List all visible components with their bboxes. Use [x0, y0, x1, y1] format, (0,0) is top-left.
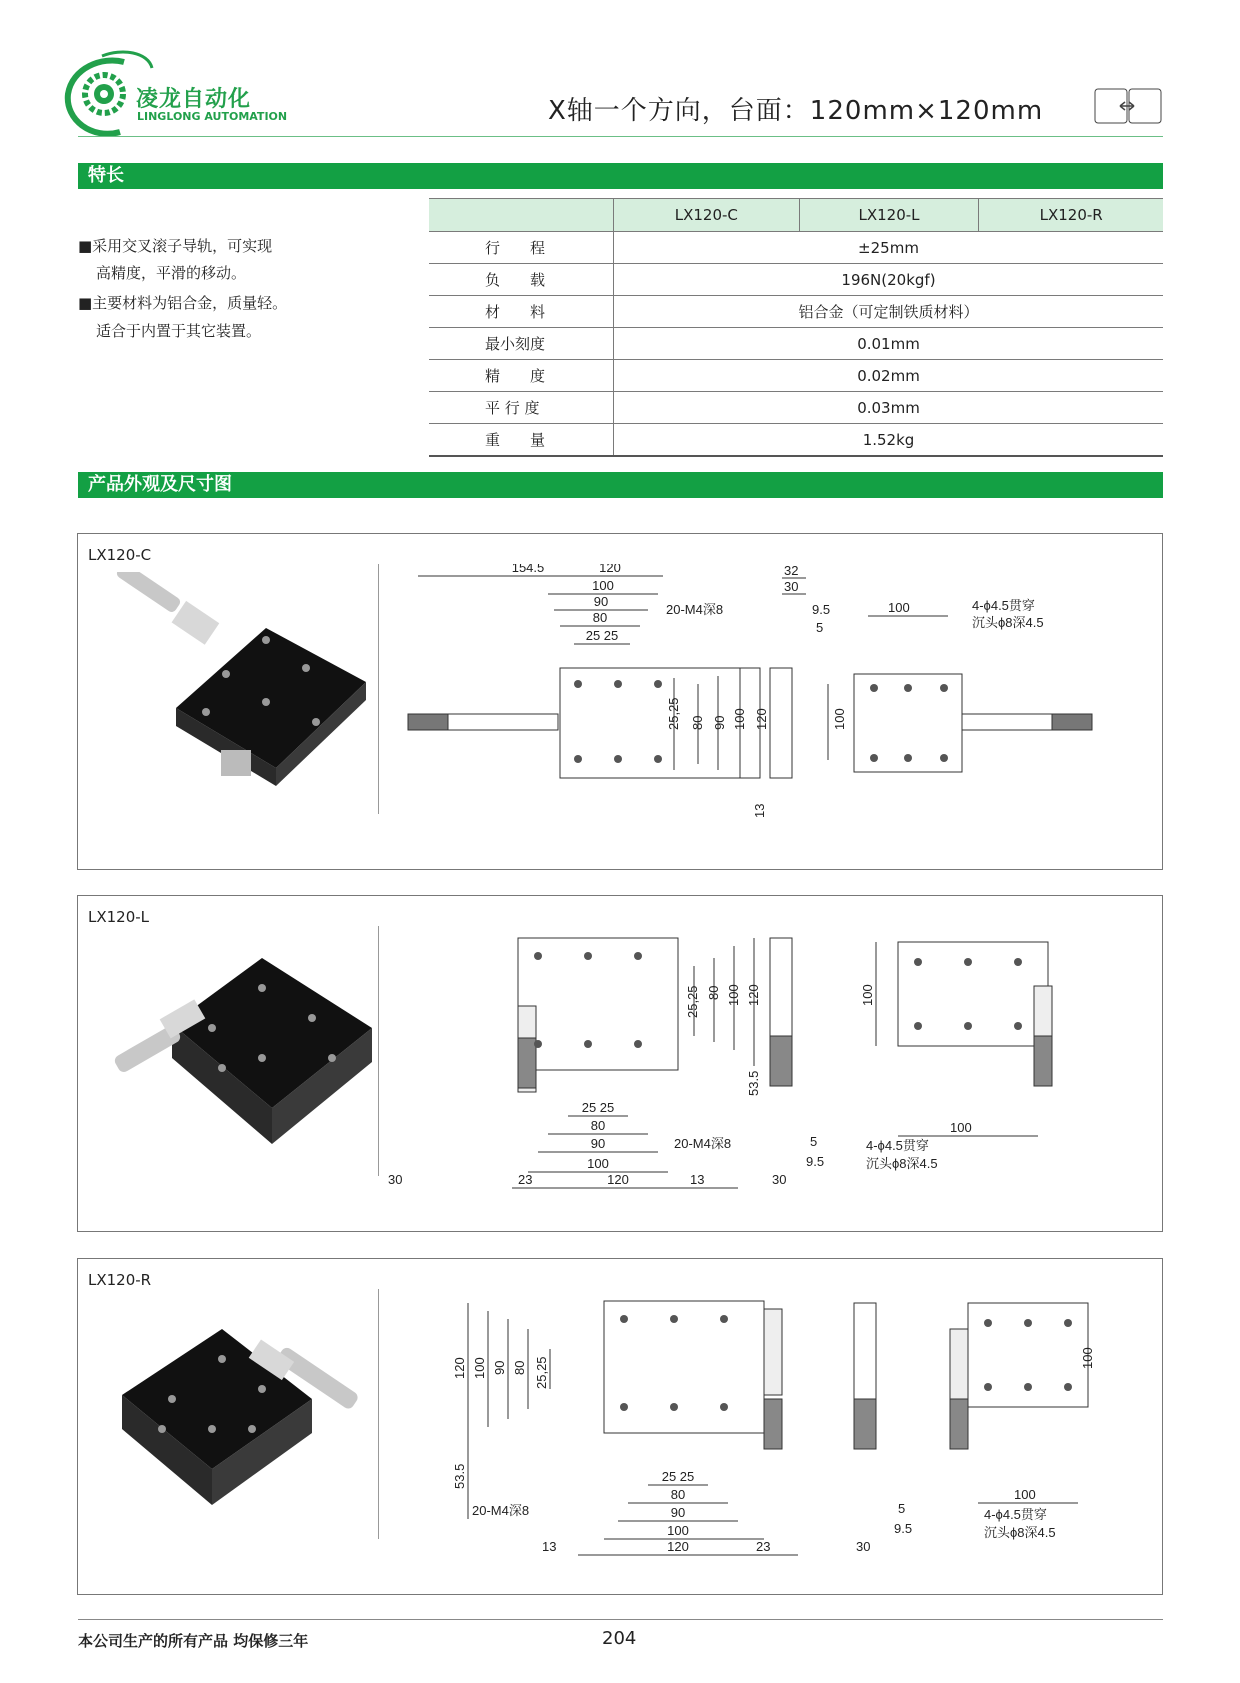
- panel-model-label: LX120-L: [88, 908, 150, 926]
- dim-label: 100: [832, 708, 847, 730]
- dim-label: 4-ϕ4.5贯穿: [972, 598, 1035, 613]
- dim-label: 100: [472, 1357, 487, 1379]
- dimension-drawing-lx120-r: [378, 1289, 1098, 1579]
- spec-label: 材 料: [429, 296, 614, 328]
- spec-value: 铝合金（可定制铁质材料）: [614, 296, 1164, 328]
- spec-label: 精 度: [429, 360, 614, 392]
- spec-row: [429, 296, 1163, 328]
- spec-label: 最小刻度: [429, 328, 614, 360]
- dim-label: 4-ϕ4.5贯穿: [866, 1138, 929, 1153]
- dim-label: 120: [754, 708, 769, 730]
- direction-icon: [1094, 88, 1162, 124]
- spec-row: [429, 392, 1163, 424]
- dim-label: 30: [772, 1172, 787, 1187]
- dim-label: 23: [518, 1172, 533, 1187]
- panel-model-label: LX120-C: [88, 546, 152, 564]
- dim-label: 120: [599, 564, 621, 575]
- dim-label: 25,25: [534, 1356, 549, 1389]
- dim-label: 120: [607, 1172, 629, 1187]
- dim-label: 5: [816, 620, 824, 635]
- section-features-title: 特长: [78, 163, 1163, 189]
- dim-label: 100: [592, 578, 614, 593]
- dim-label: 5: [898, 1501, 906, 1516]
- dim-label: 5: [810, 1134, 818, 1149]
- dim-label: 30: [856, 1539, 871, 1554]
- dim-label: 100: [732, 708, 747, 730]
- dim-label: 20-M4深8: [674, 1136, 732, 1151]
- dim-label: 80: [706, 985, 721, 1000]
- spec-row: [429, 264, 1163, 296]
- header-divider: [78, 136, 1163, 137]
- page-title: X轴一个方向，台面：120mm×120mm: [548, 96, 1044, 126]
- dim-label: 100: [726, 984, 741, 1006]
- dim-label: 100: [950, 1120, 972, 1135]
- dim-label: 23: [756, 1539, 771, 1554]
- dim-label: 120: [667, 1539, 689, 1554]
- spec-value: 0.03mm: [614, 392, 1164, 424]
- logo-chinese-name: 凌龙自动化: [136, 87, 252, 112]
- dim-label: 100: [1014, 1487, 1036, 1502]
- product-panel-lx120-r: [77, 1258, 1163, 1595]
- dim-label: 32: [784, 564, 799, 578]
- dim-label: 20-M4深8: [666, 602, 724, 617]
- spec-row: [429, 424, 1163, 457]
- spec-header-blank: [429, 199, 614, 232]
- dim-label: 沉头ϕ8深4.5: [972, 615, 1044, 630]
- dim-label: 100: [667, 1523, 689, 1538]
- dimension-drawing-lx120-l: [378, 926, 1098, 1216]
- feature-line: ■采用交叉滚子导轨，可实现: [78, 237, 273, 255]
- panel-model-label: LX120-R: [88, 1271, 152, 1289]
- dim-label: 120: [452, 1357, 467, 1379]
- dim-label: 100: [860, 984, 875, 1006]
- spec-label: 平 行 度: [429, 392, 614, 424]
- spec-value: 0.02mm: [614, 360, 1164, 392]
- spec-model-header: LX120-R: [979, 199, 1163, 232]
- spec-label: 行 程: [429, 232, 614, 264]
- dim-label: 80: [690, 715, 705, 730]
- dim-label: 25 25: [585, 628, 619, 643]
- dim-label: 100: [587, 1156, 609, 1171]
- feature-line: 高精度，平滑的移动。: [96, 264, 247, 282]
- dim-label: 100: [1080, 1347, 1095, 1369]
- dim-label: 25 25: [661, 1469, 695, 1484]
- dim-label: 80: [592, 610, 608, 625]
- dim-label: 80: [512, 1360, 527, 1375]
- dim-label: 13: [752, 803, 767, 818]
- dim-label: 9.5: [806, 1154, 825, 1169]
- footer-divider: [78, 1619, 1163, 1620]
- dim-label: 53.5: [452, 1463, 467, 1489]
- product-photo-lx120-l: [102, 948, 402, 1208]
- product-panel-lx120-l: [77, 895, 1163, 1232]
- spec-value: 1.52kg: [614, 424, 1164, 457]
- product-panel-lx120-c: [77, 533, 1163, 870]
- page-number: 204: [602, 1628, 637, 1649]
- dim-label: 90: [590, 1136, 606, 1151]
- dimension-drawing-lx120-c: [378, 564, 1098, 854]
- spec-label: 重 量: [429, 424, 614, 457]
- dim-label: 120: [746, 984, 761, 1006]
- dim-label: 13: [690, 1172, 705, 1187]
- dim-label: 80: [670, 1487, 686, 1502]
- spec-value: 0.01mm: [614, 328, 1164, 360]
- dim-label: 9.5: [812, 602, 831, 617]
- dim-label: 25,25: [685, 985, 700, 1018]
- dim-label: 4-ϕ4.5贯穿: [984, 1507, 1047, 1522]
- section-drawings-title: 产品外观及尺寸图: [78, 472, 1163, 498]
- spec-model-header: LX120-L: [799, 199, 979, 232]
- spec-row: [429, 328, 1163, 360]
- dim-label: 沉头ϕ8深4.5: [984, 1525, 1056, 1540]
- feature-line: ■主要材料为铝合金，质量轻。: [78, 294, 288, 312]
- product-photo-lx120-c: [106, 572, 406, 832]
- spec-row: [429, 232, 1163, 264]
- spec-header-row: [429, 199, 1163, 232]
- dim-label: 25,25: [666, 697, 681, 730]
- spec-value: 196N(20kgf): [614, 264, 1164, 296]
- logo-english-name: LINGLONG AUTOMATION: [137, 110, 288, 123]
- feature-line: 适合于内置于其它装置。: [96, 322, 262, 340]
- dim-label: 90: [492, 1360, 507, 1375]
- dim-label: 90: [670, 1505, 686, 1520]
- dim-label: 90: [593, 594, 609, 609]
- spec-row: [429, 360, 1163, 392]
- dim-label: 30: [784, 579, 799, 594]
- dim-label: 20-M4深8: [472, 1503, 530, 1518]
- dim-label: 30: [388, 1172, 403, 1187]
- dim-label: 154.5: [511, 564, 545, 575]
- dim-label: 25 25: [581, 1100, 615, 1115]
- dim-label: 53.5: [746, 1070, 761, 1096]
- spec-model-header: LX120-C: [614, 199, 800, 232]
- dim-label: 90: [712, 715, 727, 730]
- spec-label: 负 载: [429, 264, 614, 296]
- spec-table: [429, 198, 1163, 457]
- dim-label: 沉头ϕ8深4.5: [866, 1156, 938, 1171]
- dim-label: 9.5: [894, 1521, 913, 1536]
- product-photo-lx120-r: [102, 1309, 402, 1569]
- dim-label: 80: [590, 1118, 606, 1133]
- dim-label: 13: [542, 1539, 557, 1554]
- spec-value: ±25mm: [614, 232, 1164, 264]
- footer-warranty-note: 本公司生产的所有产品 均保修三年: [78, 1632, 309, 1650]
- dim-label: 100: [888, 600, 910, 615]
